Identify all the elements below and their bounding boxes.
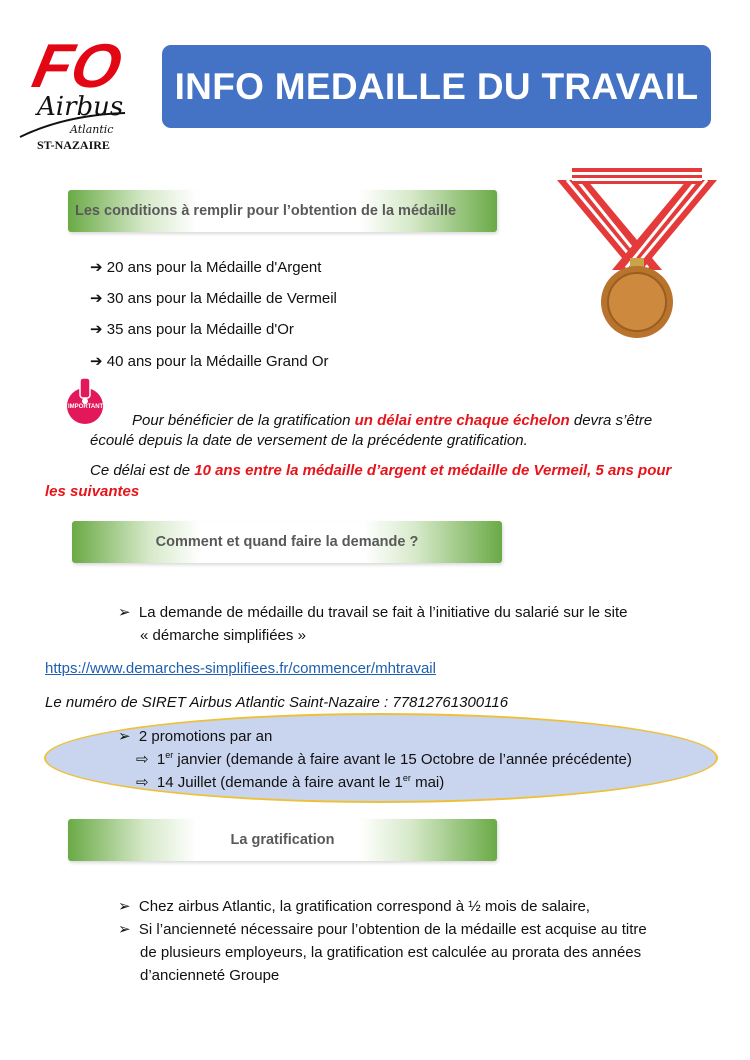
list-item-text: 35 ans pour la Médaille d'Or (106, 321, 294, 338)
list-item: ➢ Chez airbus Atlantic, la gratification correspond à ½ mois de salaire, (118, 898, 590, 915)
important-icon (62, 376, 112, 426)
list-item: ➢ 2 promotions par an (118, 728, 273, 745)
list-item: ➢ Si l’ancienneté nécessaire pour l’obtention de la médaille est acquise au titre (118, 921, 647, 938)
demarches-link[interactable]: https://www.demarches-simplifiees.fr/commencer/mhtravail (45, 660, 436, 677)
medal-image (552, 160, 722, 347)
list-item: ➢ La demande de médaille du travail se fait à l’initiative du salarié sur le site (118, 604, 628, 621)
list-item-cont: de plusieurs employeurs, la gratification est calculée au prorata des années (140, 944, 642, 961)
list-item: ➔ 35 ans pour la Médaille d'Or (90, 321, 294, 338)
list-item-text: 20 ans pour la Médaille d'Argent (106, 259, 322, 276)
section-heading-conditions: Les conditions à remplir pour l’obtention de la médaille (68, 190, 497, 232)
list-item: ➔ 30 ans pour la Médaille de Vermeil (90, 290, 337, 307)
note-line: écoulé depuis la date de versement de la précédente gratification. (90, 432, 528, 449)
note-line: Pour bénéficier de la gratification un délai entre chaque échelon devra s’être (132, 412, 653, 429)
svg-text:FO: FO (26, 31, 128, 101)
list-item: ➔ 40 ans pour la Médaille Grand Or (90, 353, 329, 370)
page-title: INFO MEDAILLE DU TRAVAIL (162, 45, 711, 128)
list-item: ➔ 20 ans pour la Médaille d'Argent (90, 259, 322, 276)
list-item: ⇨ 1er janvier (demande à faire avant le 15 Octobre de l’année précédente) (136, 750, 632, 768)
section-heading-gratification: La gratification (68, 819, 497, 861)
list-item: ⇨ 14 Juillet (demande à faire avant le 1er mai) (136, 773, 445, 791)
siret-line: Le numéro de SIRET Airbus Atlantic Saint-Nazaire : 77812761300116 (45, 694, 509, 711)
svg-text:Atlantic: Atlantic (70, 123, 114, 136)
note-line: les suivantes (45, 483, 140, 500)
svg-text:ST-NAZAIRE: ST-NAZAIRE (37, 138, 110, 150)
note-line: Ce délai est de 10 ans entre la médaille d’argent et médaille de Vermeil, 5 ans pour (90, 462, 672, 479)
fo-airbus-logo (15, 25, 130, 150)
svg-text:Airbus: Airbus (37, 92, 124, 122)
list-item-cont: « démarche simplifiées » (140, 627, 306, 644)
list-item-cont: d’ancienneté Groupe (140, 967, 280, 984)
section-heading-demande: Comment et quand faire la demande ? (72, 521, 502, 563)
list-item-text: 30 ans pour la Médaille de Vermeil (106, 290, 337, 307)
list-item-text: 40 ans pour la Médaille Grand Or (106, 353, 329, 370)
important-label: IMPORTANT (68, 404, 104, 410)
